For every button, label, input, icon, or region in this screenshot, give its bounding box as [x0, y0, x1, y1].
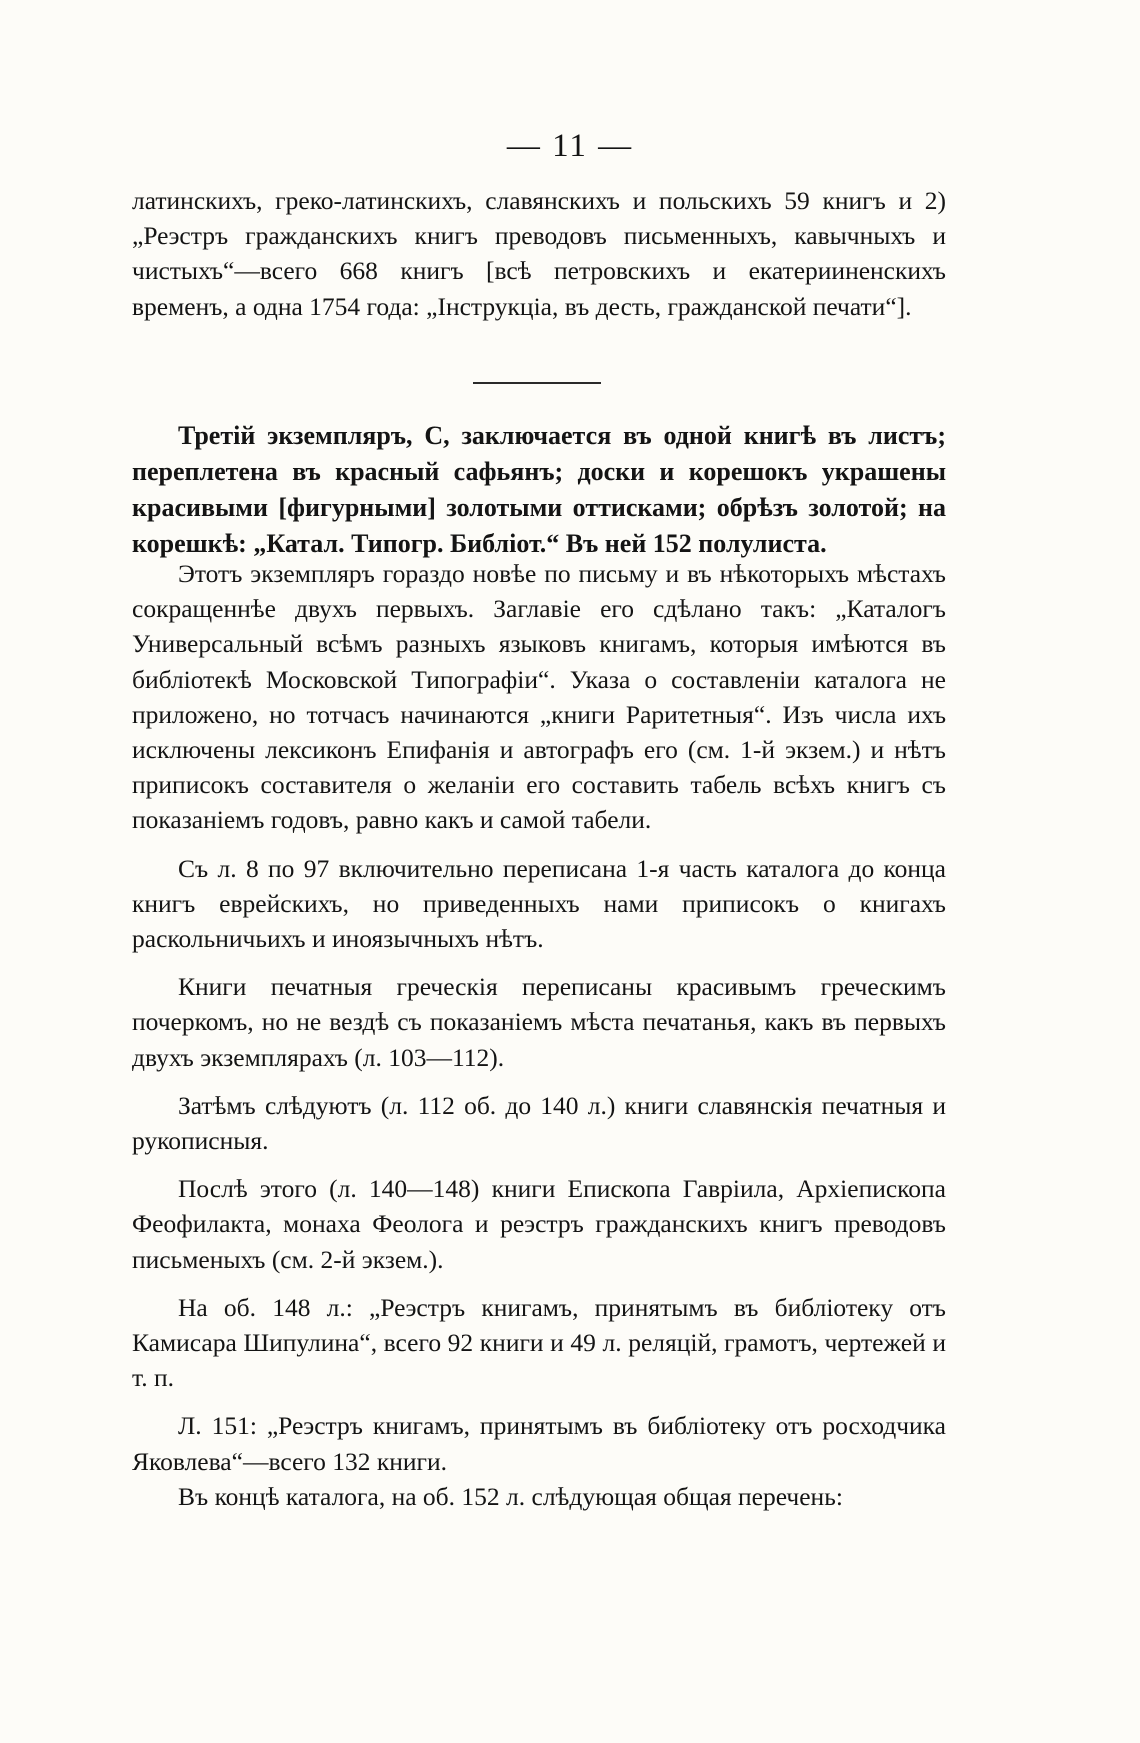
- body-paragraph: Съ л. 8 по 97 включительно переписана 1-я часть каталога до конца книгъ еврейскихъ, но приведенныхъ нами приписокъ о книгахъ раскольничьихъ и иноязычныхъ нѣтъ.: [132, 853, 946, 954]
- page-number: — 11 —: [506, 128, 634, 164]
- body-paragraph: Послѣ этого (л. 140—148) книги Епископа Гавріила, Архіепископа Феофилакта, монаха Феолога и реэстръ гражданскихъ книгъ преводовъ письменыхъ (см. 2-й экзем.).: [132, 1174, 946, 1274]
- section-divider: [473, 382, 601, 384]
- body-paragraph: Л. 151: „Реэстръ книгамъ, принятымъ въ библіотеку отъ росходчика Яковлева“—всего 132 книги.: [132, 1411, 946, 1476]
- section-heading-paragraph: Третій экземпляръ, С, заключается въ одной книгѣ въ листъ; переплетена въ красный сафьянъ; доски и корешокъ украшены красивыми [фигурными] золотыми оттисками; обрѣзъ золотой; на корешкѣ: „Катал. Типогр. Библіот.“ Въ ней 152 полулиста.: [132, 421, 946, 558]
- section-heading-block: [132, 418, 946, 562]
- body-paragraph: Этотъ экземпляръ гораздо новѣе по письму и въ нѣкоторыхъ мѣстахъ сокращеннѣе двухъ первыхъ. Заглавіе его сдѣлано такъ: „Каталогъ Универсальный всѣмъ разныхъ языковъ книгамъ, которыя имѣются въ библіотекѣ Московской Типографіи“. Указа о составленіи каталога не приложено, но тотчасъ начинаются „книги Раритетныя“. Изъ числа ихъ исключены лексиконъ Епифанія и автографъ его (см. 1-й экзем.) и нѣтъ приписокъ составителя о желаніи его составить табель всѣхъ книгъ съ показаніемъ годовъ, равно какъ и самой табели.: [132, 559, 946, 835]
- body-paragraph: Затѣмъ слѣдуютъ (л. 112 об. до 140 л.) книги славянскія печатныя и рукописныя.: [132, 1090, 946, 1156]
- body-paragraph: Въ концѣ каталога, на об. 152 л. слѣдующая общая перечень:: [178, 1481, 843, 1511]
- body-text: [132, 556, 946, 1514]
- continuation-block: [132, 183, 946, 324]
- continuation-paragraph: латинскихъ, греко-латинскихъ, славянскихъ и польскихъ 59 книгъ и 2) „Реэстръ гражданскихъ книгъ преводовъ письменныхъ, кавычныхъ и чистыхъ“—всего 668 книгъ [всѣ петровскихъ и екатерииненскихъ временъ, а одна 1754 года: „Інструкціа, въ десть, гражданской печати“].: [132, 186, 946, 321]
- body-paragraph: На об. 148 л.: „Реэстръ книгамъ, принятымъ въ библіотеку отъ Камисара Шипулина“, всего 92 книги и 49 л. реляцій, грамотъ, чертежей и т. п.: [132, 1292, 946, 1393]
- body-paragraph: Книги печатныя греческія переписаны красивымъ греческимъ почеркомъ, но не вездѣ съ показаніемъ мѣста печатанья, какъ въ первыхъ двухъ экземплярахъ (л. 103—112).: [132, 972, 946, 1072]
